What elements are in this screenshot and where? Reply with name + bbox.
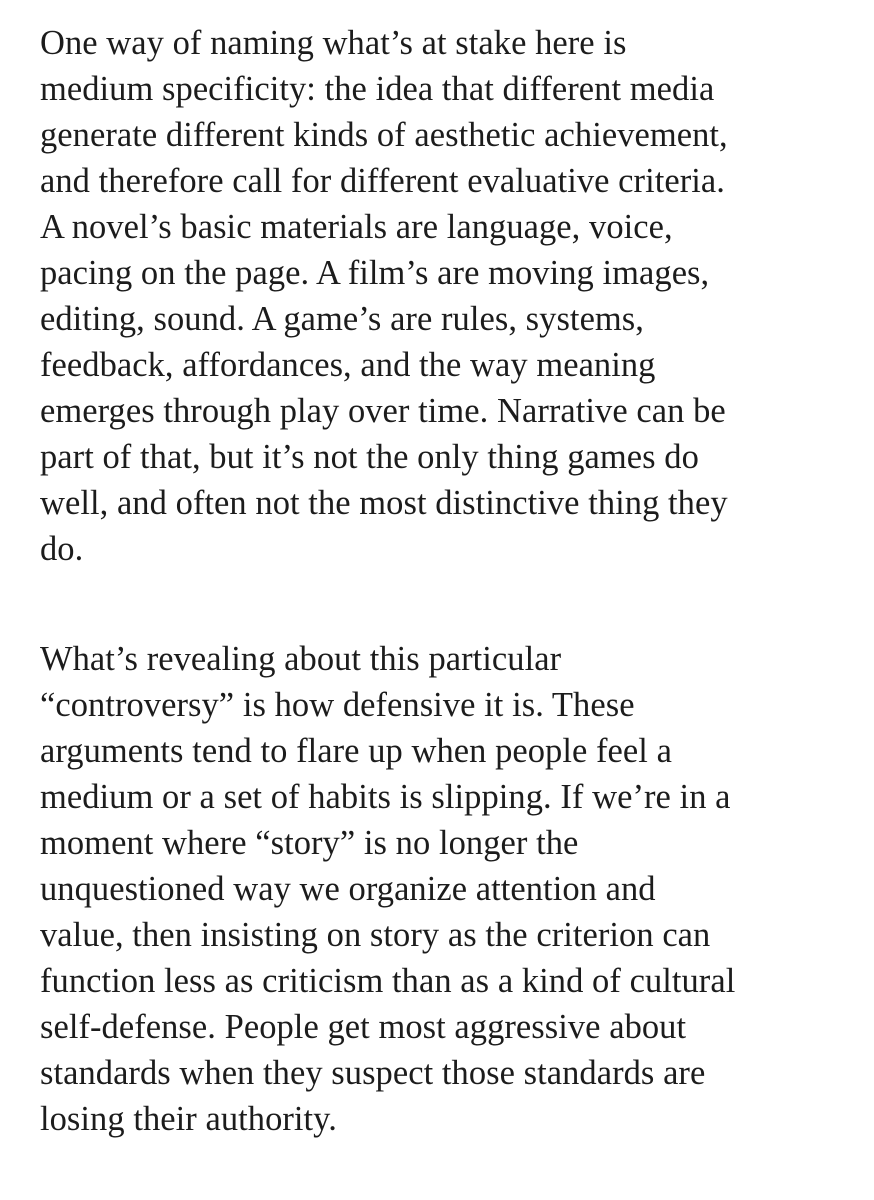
text-line: function less as criticism than as a kind of cultural <box>40 962 736 1000</box>
text-line: self-defense. People get most aggressive about <box>40 1008 687 1046</box>
text-line: well, and often not the most distinctive thing they <box>40 484 728 522</box>
text-line: What’s revealing about this particular <box>40 640 562 678</box>
text-line: do. <box>40 530 84 568</box>
text-line: emerges through play over time. Narrative can be <box>40 392 726 430</box>
text-line: unquestioned way we organize attention and <box>40 870 656 908</box>
text-line: A novel’s basic materials are language, voice, <box>40 208 673 246</box>
text-line: part of that, but it’s not the only thing games do <box>40 438 699 476</box>
text-line: value, then insisting on story as the criterion can <box>40 916 711 954</box>
text-line: feedback, affordances, and the way meaning <box>40 346 656 384</box>
text-line: generate different kinds of aesthetic achievement, <box>40 116 728 154</box>
text-line: standards when they suspect those standards are <box>40 1054 706 1092</box>
text-line: One way of naming what’s at stake here is <box>40 24 627 62</box>
text-line: editing, sound. A game’s are rules, systems, <box>40 300 644 338</box>
text-line: losing their authority. <box>40 1100 337 1138</box>
text-line: pacing on the page. A film’s are moving images, <box>40 254 710 292</box>
text-line: “controversy” is how defensive it is. These <box>40 686 635 724</box>
text-line: medium or a set of habits is slipping. If we’re in a <box>40 778 731 816</box>
text-line: medium specificity: the idea that different media <box>40 70 715 108</box>
text-line: arguments tend to flare up when people feel a <box>40 732 672 770</box>
text-line: moment where “story” is no longer the <box>40 824 579 862</box>
text-line: and therefore call for different evaluative criteria. <box>40 162 725 200</box>
